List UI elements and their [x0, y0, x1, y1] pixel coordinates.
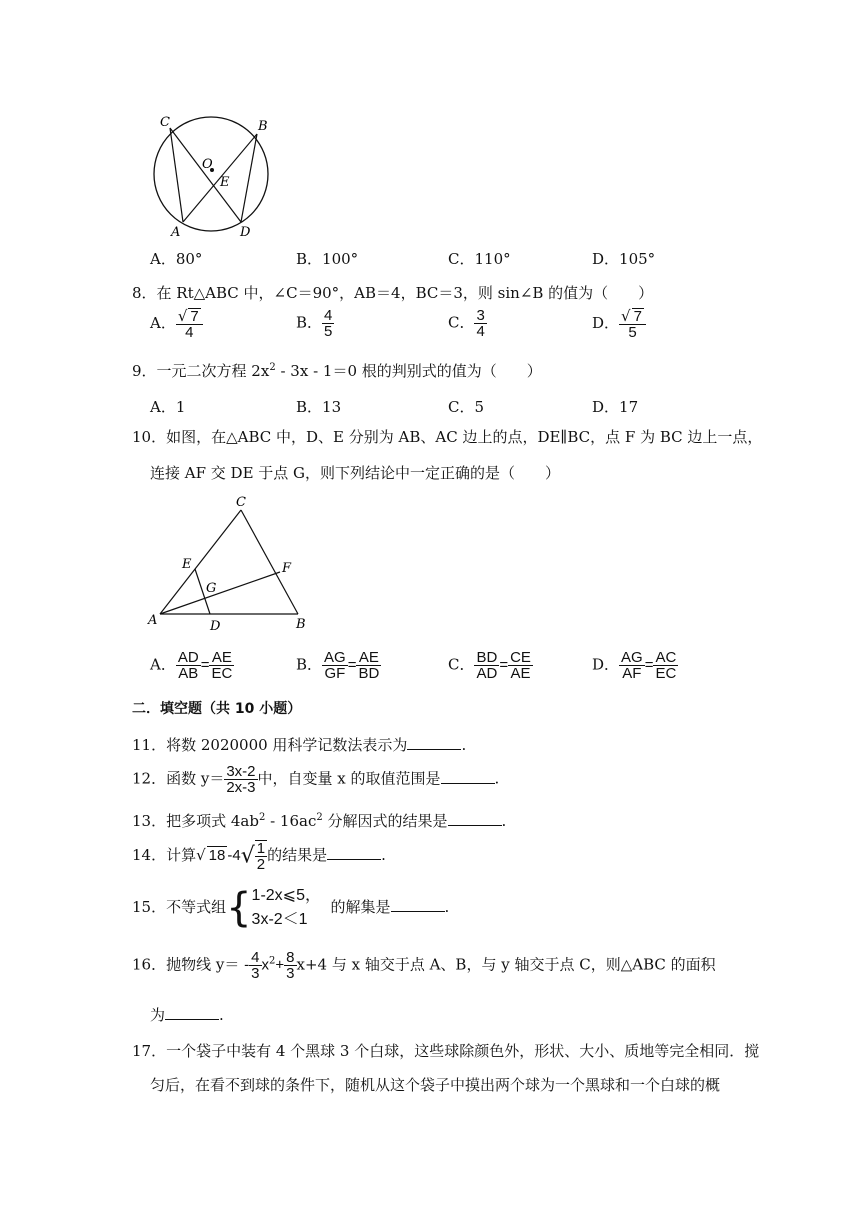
q8-option-c[interactable]	[448, 308, 487, 339]
q10-option-a[interactable]	[150, 650, 234, 681]
q7-option-b[interactable]: B．100°	[296, 250, 359, 268]
q16-n2: 8	[286, 949, 295, 966]
fig7-label-b: B	[258, 119, 268, 134]
fig10-label-a: A	[148, 613, 158, 628]
q12-num: 3x-2	[226, 763, 256, 780]
q9-option-b[interactable]: B．13	[296, 398, 342, 416]
q13-answer-blank[interactable]	[448, 813, 502, 826]
q13-a: 13．把多项式 4ab	[132, 812, 259, 830]
q13-end: .	[501, 812, 507, 830]
q10-b-n2: AE	[356, 650, 381, 666]
q9-option-d[interactable]: D．17	[592, 398, 639, 416]
q7-option-d[interactable]: D．105°	[592, 250, 656, 268]
q9-sup: 2	[269, 362, 276, 373]
q12-a: 12．函数 y＝	[132, 769, 225, 788]
q8-d-num: 7	[633, 308, 642, 325]
q13-b: - 16ac	[265, 812, 317, 830]
q16-plus: +	[275, 956, 285, 974]
q16-b: x+4 与 x 轴交于点 A、B，与 y 轴交于点 C，则△ABC 的面积	[296, 955, 716, 974]
fig10-label-c: C	[236, 495, 246, 510]
q14-radicand: 18	[208, 847, 226, 864]
q8-b-label: B．	[296, 313, 323, 332]
q16-n1: 4	[251, 949, 260, 966]
q16-line2	[150, 1004, 224, 1025]
q14-minus: -4	[227, 847, 241, 864]
q10-line2: 连接 AF 交 DE 于点 G，则下列结论中一定正确的是（ ）	[150, 464, 561, 482]
q10-d-eq: =	[644, 656, 654, 674]
q10-d-label: D．	[592, 655, 620, 674]
q8-stem: 8．在 Rt△ABC 中，∠C＝90°，AB＝4，BC＝3，则 sin∠B 的值为（ ）	[132, 284, 654, 302]
q10-d-d2: EC	[655, 665, 677, 682]
q17-line1: 17．一个袋子中装有 4 个黑球 3 个白球，这些球除颜色外，形状、大小、质地等完全相同．搅	[132, 1042, 760, 1060]
q16-end: .	[219, 1006, 224, 1024]
side-ac	[160, 510, 241, 614]
q10-a-n2: AE	[209, 650, 234, 666]
q10-d-n1: AG	[621, 649, 643, 666]
fig10-label-g: G	[206, 581, 217, 596]
q10-d-n2: AC	[655, 649, 677, 666]
q10-c-n1: BD	[476, 649, 498, 666]
q10-b-d2: BD	[358, 665, 380, 682]
q14-den: 2	[256, 856, 266, 873]
q10-a-d1: AB	[178, 665, 199, 682]
q8-c-label: C．	[448, 313, 475, 332]
q10-c-eq: =	[499, 656, 509, 674]
q10-a-label: A．	[150, 655, 176, 674]
q14-num: 1	[256, 840, 266, 857]
q8-option-b[interactable]	[296, 308, 334, 339]
q15: 15．不等式组{ 1-2x⩽5， 3x-2＜1 的解集是 .	[132, 885, 450, 931]
q12	[132, 764, 499, 795]
q10-b-eq: =	[347, 656, 357, 674]
q9-option-c[interactable]: C．5	[448, 398, 485, 416]
q16-d1: 3	[251, 965, 260, 982]
q11-answer-blank[interactable]	[407, 737, 461, 750]
q10-line1: 10．如图，在△ABC 中，D、E 分别为 AB、AC 边上的点，DE∥BC，点 F 为 BC 边上一点，	[132, 428, 763, 446]
fig7-label-e: E	[220, 175, 230, 190]
q7-option-a[interactable]: A．80°	[150, 250, 203, 268]
q10-c-d1: AD	[476, 665, 498, 682]
q10-c-n2: CE	[510, 649, 531, 666]
chord-bd	[241, 134, 257, 222]
q10-b-label: B．	[296, 655, 323, 674]
fig10-label-b: B	[296, 617, 306, 632]
q10-option-c[interactable]	[448, 650, 533, 681]
q16-d2: 3	[286, 965, 295, 982]
q16-line2-text: 为	[150, 1006, 166, 1024]
q9-stem	[132, 360, 542, 381]
q8-a-den: 4	[185, 324, 194, 341]
q10-option-b[interactable]	[296, 650, 381, 681]
q14-b: 的结果是	[267, 846, 328, 864]
segment-af	[160, 572, 280, 614]
q13	[132, 810, 506, 831]
section-title-fill-in: 二．填空题（共 10 小题）	[132, 701, 302, 717]
q13-s2: 2	[316, 812, 323, 823]
q10-a-eq: =	[200, 656, 210, 674]
q8-a-num: 7	[190, 308, 199, 325]
q10-c-label: C．	[448, 655, 475, 674]
q8-d-den: 5	[628, 324, 637, 341]
q16-answer-blank[interactable]	[165, 1007, 219, 1020]
q13-s1: 2	[258, 812, 266, 823]
q9-option-a[interactable]: A．1	[150, 398, 186, 416]
q14: 14．计算√ 18 -4√ $\frac{1}{2}$ 的结果是 .	[132, 840, 386, 873]
q8-b-num: 4	[324, 307, 333, 324]
q8-option-d[interactable]: D． $\frac{√ 7}{5}$	[592, 308, 646, 340]
fig7-label-o: O	[202, 157, 213, 172]
q10-a-n1: AD	[177, 649, 199, 666]
q9-stem-a: 9．一元二次方程 2x	[132, 362, 270, 380]
fig10-label-d: D	[210, 619, 221, 634]
q10-b-d1: GF	[324, 665, 346, 682]
fig7-label-a: A	[171, 225, 181, 240]
q12-end: .	[494, 769, 500, 788]
q8-c-den: 4	[476, 323, 485, 340]
q16-x: x	[261, 956, 270, 974]
q8-d-label: D．	[592, 314, 620, 332]
fig7-label-d: D	[240, 225, 251, 240]
q7-circle-figure	[140, 110, 290, 240]
q12-b: 中，自变量 x 的取值范围是	[257, 769, 441, 788]
q15-line2: 3x-2＜1	[251, 911, 308, 928]
q15-end: .	[444, 898, 450, 916]
q15-answer-blank[interactable]	[391, 899, 445, 912]
q15-a: 15．不等式组	[132, 898, 227, 916]
fig7-label-c: C	[160, 115, 170, 130]
q8-option-a[interactable]: A． $\frac{√ 7}{4}$	[150, 308, 203, 340]
q13-c: 分解因式的结果是	[322, 812, 448, 830]
q10-d-d1: AF	[622, 665, 642, 682]
q8-a-label: A．	[150, 314, 176, 332]
q14-end: .	[381, 846, 386, 864]
q10-triangle-figure	[144, 492, 324, 638]
q16-sup: 2	[269, 955, 276, 967]
q8-b-den: 5	[324, 323, 333, 340]
q7-option-c[interactable]: C．110°	[448, 250, 511, 268]
q12-den: 2x-3	[226, 779, 256, 796]
q17-line2: 匀后，在看不到球的条件下，随机从这个袋子中摸出两个球为一个黑球和一个白球的概	[150, 1076, 721, 1094]
q14-answer-blank[interactable]	[327, 847, 381, 860]
fig10-label-f: F	[282, 561, 292, 576]
q10-b-n1: AG	[324, 649, 346, 666]
q15-b: 的解集是	[330, 898, 391, 916]
q9-stem-b: - 3x - 1＝0 根的判别式的值为（ ）	[275, 362, 542, 380]
q15-line1: 1-2x⩽5，	[251, 887, 321, 904]
fig10-label-e: E	[182, 557, 192, 572]
q11-end: .	[461, 736, 467, 754]
q8-c-num: 3	[476, 307, 485, 324]
q11-text: 11．将数 2020000 用科学记数法表示为	[132, 736, 408, 754]
q11	[132, 734, 466, 755]
q10-option-d[interactable]	[592, 650, 678, 681]
q14-a: 14．计算	[132, 846, 197, 864]
q12-answer-blank[interactable]	[441, 771, 495, 784]
q10-a-d2: EC	[211, 665, 233, 682]
q10-c-d2: AE	[510, 665, 531, 682]
q16-a: 16．抛物线 y＝ -	[132, 955, 250, 974]
q16	[132, 950, 716, 981]
